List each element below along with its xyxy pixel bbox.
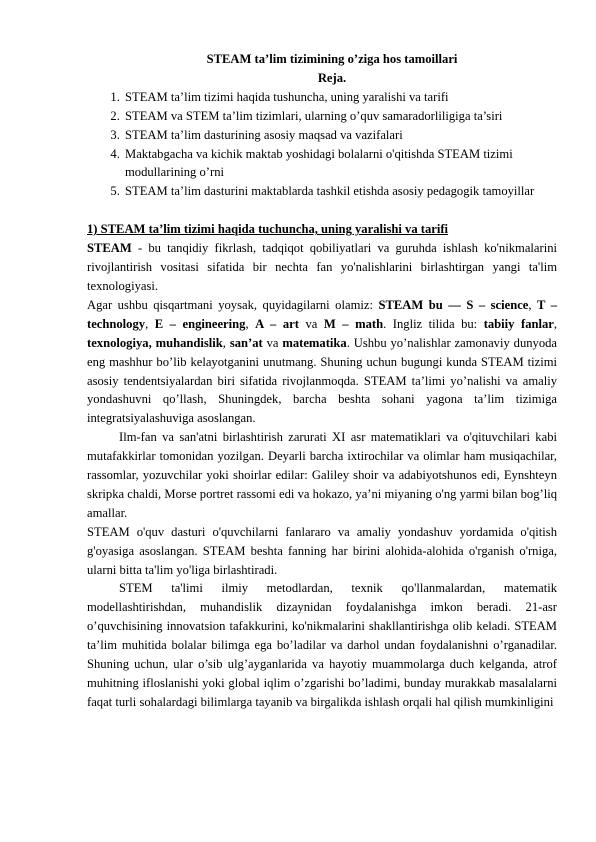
bold-run: matematika [282,335,347,350]
term-steam: STEAM [87,241,132,256]
text-run: . Ushbu yo’nalishlar zamonaviy dunyoda eng mashhur bo’lib kelayotganini unutmang. Shuning uchun bugungi kunda STEAM tizimi asosiy tendentsiyalardan biri sifatida rivojlanmoqda. STEAM ta’limi yo’nalishi va amaliy yondashuvni qo’llash, Shuningdek, barcha beshta sohani yagona ta’lim tizimiga integratsiyalashuviga asoslangan. [87,335,558,426]
bold-run: E – engineering [154,316,246,331]
plan-item: 2. STEAM va STEM ta’lim tizimlari, ularning o’quv samaradorliligiga ta’siri [123,107,557,126]
paragraph-history: Ilm-fan va san'atni birlashtirish zarurati XI asr matematiklari va o'qituvchilari kabi mutafakkirlar tomonidan yozilgan. Deyarli barcha ixtirochilar va olimlar ham musiqachilar, rassomlar, yozuvchilar yoki shoirlar edilar: Galiley shoir va adabiyotshunos edi, Eynshteyn skripka chaldi, Morse portret rassomi edi va hokazo, ya’ni miyaning o'ng yarmi bilan bog’liq amallar. [87,430,557,520]
plan-item: 1. STEAM ta’lim tizimi haqida tushuncha, uning yaralishi va tarifi [123,88,557,107]
bold-run: M – math [323,316,384,331]
paragraph-stem: STEM ta'limi ilmiy metodlardan, texnik qo'llanmalardan, matematik modellashtirishdan, muhandislik dizaynidan foydalanishga imkon beradi. 21-asr o’quvchisining innovatsion tafakkurini, ko'nikmalarini shakllantirishga olib keladi. STEAM ta’lim muhitida bolalar bilimga ega bo’ladilar va darhol undan foydalanishni o’rganadilar. Shuning uchun, ular o’sib ulg’ayganlarida va hayotiy muammolarga duch kelganda, atrof muhitning ifloslanishi yoki global iqlim o’zgarishi bo’ladimi, bunday murakkab masalalarni faqat turli sohalardagi bilimlarga tayanib va birgalikda ishlash orqali hal qilish mumkinligini [87,581,557,709]
paragraph-acronym [87,296,557,428]
plan-item: 5. STEAM ta’lim dasturini maktablarda tashkil etishda asosiy pedagogik tamoyillar [123,182,557,201]
bold-run: san’at [229,335,263,350]
text-run: , [222,335,230,350]
definition-text: - bu tanqidiy fikrlash, tadqiqot qobiliyatlari va guruhda ishlash ko'nikmalarini rivojlantirish vositasi sifatida bir nechta fan yo'nalishlarini birlashtirgan yangi ta'lim texnologiyasi. [87,241,557,293]
spacer [87,201,557,220]
plan-list [87,88,557,201]
bold-run: STEAM bu — S – science [378,297,529,312]
bold-run: A – art [255,316,299,331]
text-run: Agar ushbu qisqartmani yoysak, quyidagilarni olamiz: [87,297,379,312]
text-run: va [262,335,283,350]
paragraph-definition [87,239,557,296]
document-page [87,50,557,712]
text-run: , [553,316,558,331]
bold-run: T – technology [87,297,558,331]
plan-item: 3. STEAM ta’lim dasturining asosiy maqsad va vazifalari [123,126,557,145]
text-run: , [528,297,538,312]
text-run: , [145,316,155,331]
plan-item: 4. Maktabgacha va kichik maktab yoshidagi bolalarni o'qitishda STEAM tizimi modullarining o’rni [123,145,557,183]
bold-run: texnologiya, muhandislik [87,335,223,350]
paragraph-curriculum: STEAM o'quv dasturi o'quvchilarni fanlararo va amaliy yondashuv yordamida o'qitish g'oyasiga asoslangan. STEAM beshta fanning har birini alohida-alohida o'rganish o'rniga, ularni bitta ta'lim yo'liga birlashtiradi. [87,524,557,577]
bold-run: tabiiy fanlar [483,316,554,331]
section-heading: 1) STEAM ta’lim tizimi haqida tuchuncha, uning yaralishi va tarifi [87,222,449,237]
text-run: va [298,316,324,331]
document-title: STEAM ta’lim tizimining o’ziga hos tamoillari [206,52,458,66]
text-run: . Ingliz tilida bu: [383,316,484,331]
plan-heading: Reja. [317,70,347,85]
text-run: , [245,316,256,331]
